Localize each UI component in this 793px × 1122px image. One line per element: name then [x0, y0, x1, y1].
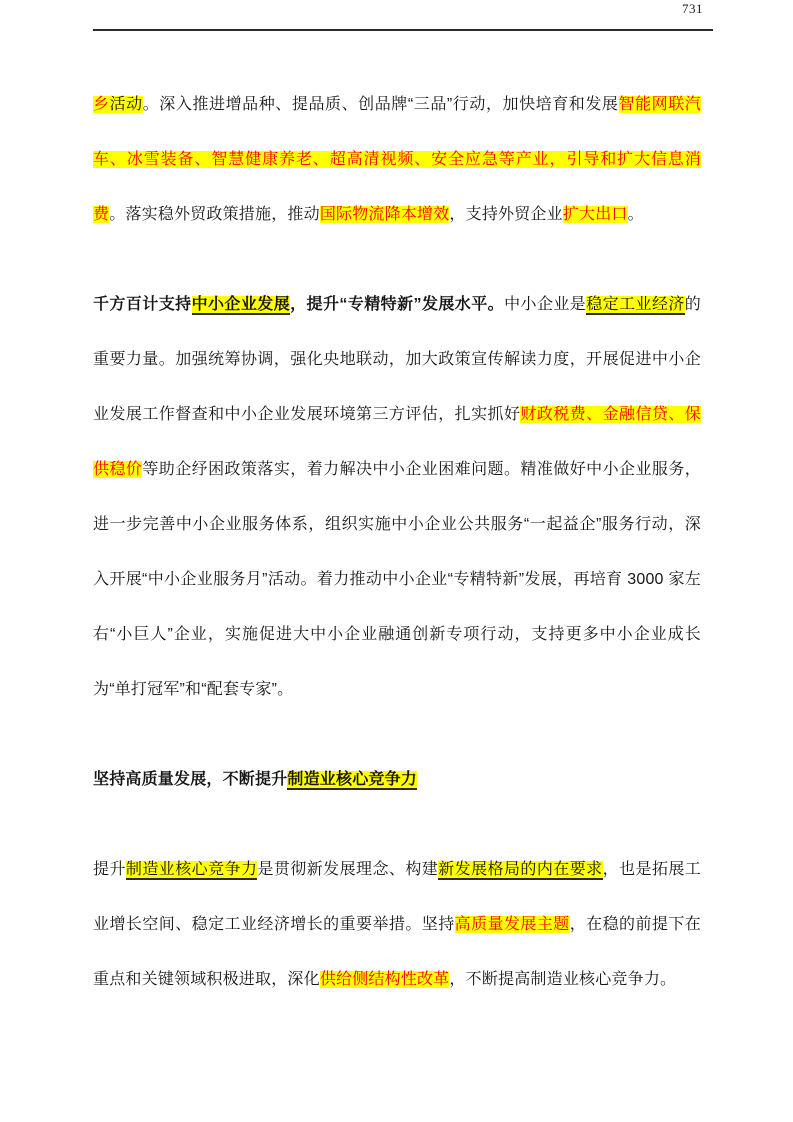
text-run: 。深入推进增品种、提品质、创品牌“三品”行动，加快培育和发展 — [142, 96, 619, 113]
header-rule-divider — [93, 29, 713, 31]
highlighted-text-run: 国际物流降本增效 — [319, 206, 450, 223]
text-run: 的重要力量。加强统筹协调，强化央地联动，加大政策宣传解读力度，开展促进中小企业发展工作督查和中小企业发展环境第三方评估，扎实抓好 — [93, 296, 701, 423]
text-run: ，不断提高制造业核心竞争力。 — [449, 971, 677, 988]
paragraph-manufacturing-competitiveness — [93, 842, 701, 1007]
text-run: 提升 — [93, 861, 126, 878]
text-run: ，提升“专精特新”发展水平。 — [290, 296, 505, 313]
highlighted-text-run: 供给侧结构性改革 — [319, 971, 450, 988]
text-run: 千方百计支持 — [93, 296, 192, 313]
highlighted-text-run: 扩大出口 — [562, 206, 628, 223]
highlighted-text-run: 稳定工业经济 — [586, 296, 685, 313]
highlighted-text-run: 乡 — [93, 96, 110, 113]
text-run: 等助企纾困政策落实，着力解决中小企业困难问题。精准做好中小企业服务，进一步完善中小企业服务体系，组织实施中小企业公共服务“一起益企”服务行动，深入开展“中小企业服务月”活动。着力推动中小企业“专精特新”发展，再培育 3000 家左右“小巨人”企业，实施促进大中小企业融通创新专项行动，支持更多中小企业成长为“单打冠军”和“配套专家”。 — [93, 461, 701, 698]
text-run: 坚持高质量发展，不断提升 — [93, 771, 288, 788]
text-run: 中小企业是 — [504, 296, 587, 313]
text-run: 是贯彻新发展理念、构建 — [257, 861, 439, 878]
paragraph-three-goods-and-trade — [93, 77, 701, 242]
paragraph-sme-support — [93, 277, 701, 717]
highlighted-text-run: 活动 — [109, 96, 143, 113]
highlighted-text-run: 智能网联汽车、冰雪装备、智慧健康养老、超高清视频、安全应急等产业，引导和扩大信息消费 — [93, 96, 701, 223]
highlighted-text-run: 新发展格局的内在要求 — [438, 861, 603, 878]
highlighted-text-run: 财政税费、金融信贷、保供稳价 — [93, 406, 702, 478]
highlighted-text-run: 高质量发展主题 — [454, 916, 570, 933]
text-run: ，也是拓展工业增长空间、稳定工业经济增长的重要举措。坚持 — [93, 861, 702, 933]
text-run: ，在稳的前提下在重点和关键领域积极进取，深化 — [93, 916, 702, 988]
document-content — [93, 77, 701, 1042]
heading-high-quality-development — [93, 752, 701, 807]
page-number: 731 — [682, 1, 703, 16]
highlighted-text-run: 制造业核心竞争力 — [125, 861, 258, 878]
highlighted-text-run: 制造业核心竞争力 — [287, 771, 418, 788]
text-run: 。落实稳外贸政策措施，推动 — [109, 206, 320, 223]
highlighted-text-run: 中小企业发展 — [191, 296, 291, 313]
text-run: ，支持外贸企业 — [449, 206, 563, 223]
text-run: 。 — [627, 206, 644, 223]
